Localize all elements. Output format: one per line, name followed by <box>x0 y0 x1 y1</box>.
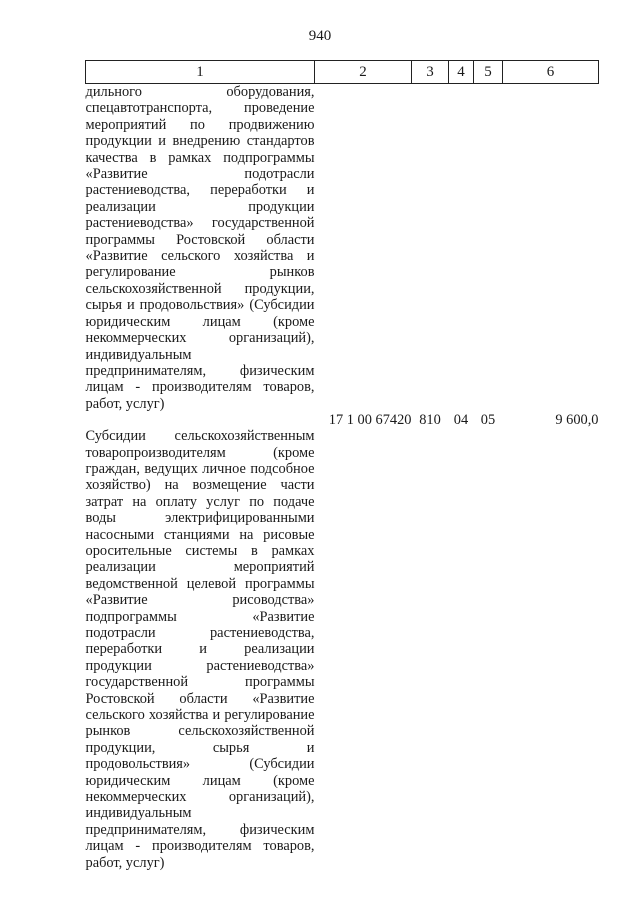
table-row <box>86 412 599 871</box>
header-col-4: 4 <box>449 61 474 84</box>
row-code: 17 1 00 67420 <box>328 412 412 429</box>
row-amount <box>503 84 599 413</box>
row-description: дильного оборудования, спецавтотранспорта, проведение мероприятий по продвижению продукции и внедрению стандартов качества в рамках подпрограммы «Развитие подотрасли растениеводства, переработки и реализации продукции растениеводства» государственной программы Ростовской области «Развитие сельского хозяйства и регулирование рынков сельскохозяйственной продукции, сырья и продовольствия» (Субсидии юридическим лицам (кроме некоммерческих организаций), индивидуальным предпринимателям, физическим лицам - производителям товаров, работ, услуг) <box>85 84 315 412</box>
row-col4 <box>449 84 474 413</box>
header-col-1: 1 <box>86 61 315 84</box>
budget-table <box>85 60 599 871</box>
table-row <box>86 84 599 413</box>
row-code <box>315 84 412 413</box>
header-col-2: 2 <box>315 61 412 84</box>
row-col5: 05 <box>480 412 496 429</box>
header-col-6: 6 <box>503 61 599 84</box>
row-amount: 9 600,0 <box>555 412 599 429</box>
header-row <box>86 61 599 84</box>
page-number: 940 <box>308 28 332 44</box>
row-col3: 810 <box>419 412 441 429</box>
row-col4: 04 <box>453 412 469 429</box>
row-col5 <box>474 84 503 413</box>
row-description: Субсидии сельскохозяйственным товаропроизводителям (кроме граждан, ведущих личное подсобное хозяйство) на возмещение части затрат на оплату услуг по подаче воды электрифицированными насосными станциями на рисовые оросительные системы в рамках реализации мероприятий ведомственной целевой программы «Развитие рисоводства» подпрограммы «Развитие подотрасли растениеводства, переработки и реализации продукции растениеводства» государственной программы Ростовской области «Развитие сельского хозяйства и регулирование рынков сельскохозяйственной продукции, сырья и продовольствия» (Субсидии юридическим лицам (кроме некоммерческих организаций), индивидуальным предпринимателям, физическим лицам - производителям товаров, работ, услуг) <box>85 428 315 871</box>
header-col-5: 5 <box>474 61 503 84</box>
row-col3 <box>412 84 449 413</box>
header-col-3: 3 <box>412 61 449 84</box>
